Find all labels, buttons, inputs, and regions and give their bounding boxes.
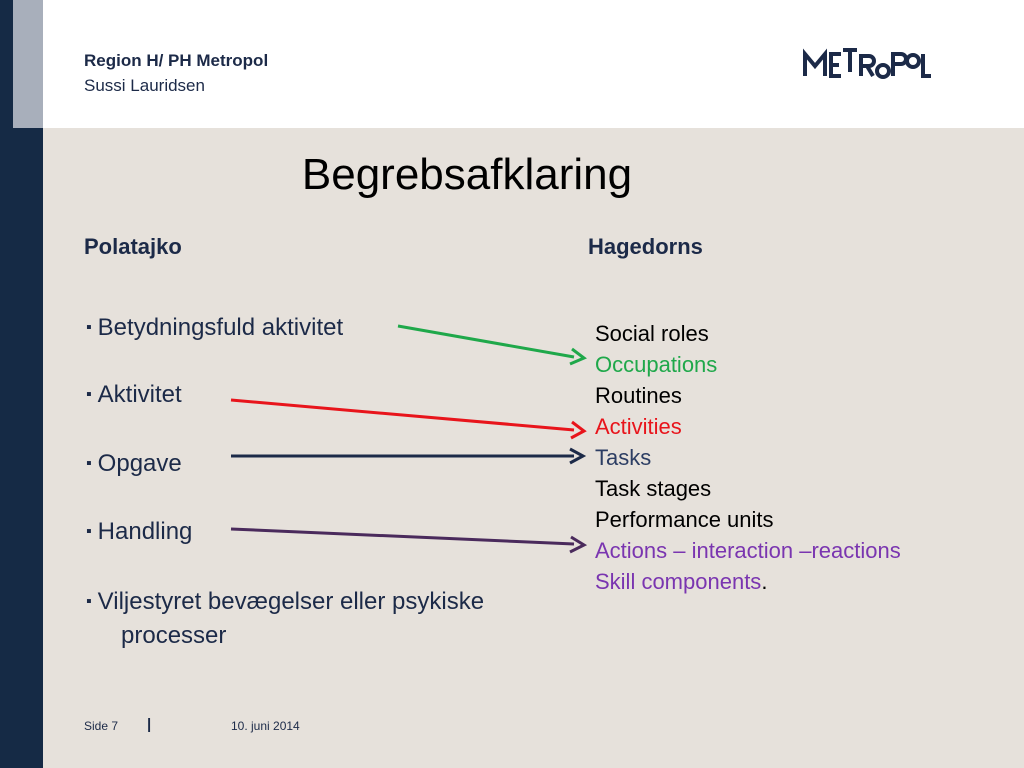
hagedorn-item [595, 349, 901, 380]
list-item-continuation [121, 622, 226, 650]
list-item-label: Viljestyret bevægelser eller psykiske [97, 588, 485, 615]
arrow-handling-to-actions [231, 529, 584, 552]
hagedorn-item-label: Occupations [595, 352, 718, 377]
bullet-icon: ▪ [86, 455, 92, 472]
footer-date: 10. juni 2014 [231, 719, 300, 733]
arrow-aktivitet-to-activities [231, 400, 584, 438]
hagedorn-item-label: Routines [595, 383, 682, 408]
bullet-icon: ▪ [86, 386, 92, 403]
footer-separator: | [147, 716, 152, 733]
page-number: Side 7 [84, 719, 119, 733]
hagedorn-item [595, 473, 901, 504]
list-item [86, 450, 182, 478]
hagedorn-item [595, 380, 901, 411]
list-item-label: Betydningsfuld aktivitet [97, 314, 344, 341]
arrow-opgave-to-tasks [231, 449, 583, 463]
bullet-icon: ▪ [86, 319, 92, 336]
slide-title: Begrebsafklaring [301, 150, 633, 199]
hagedorn-item-label: Social roles [595, 321, 709, 346]
metropol-logo [803, 44, 933, 84]
hagedorn-item-label: Activities [595, 414, 682, 439]
hagedorn-item-label: Task stages [595, 476, 712, 501]
bullet-icon: ▪ [86, 523, 92, 540]
left-column-heading: Polatajko [84, 234, 182, 259]
list-item [86, 518, 192, 546]
list-item-label: Handling [97, 518, 193, 545]
hagedorn-item [595, 442, 901, 473]
hagedorn-item-label: Actions – interaction –reactions [595, 538, 901, 563]
hagedorn-item [595, 318, 901, 349]
hagedorn-item [595, 566, 901, 597]
hagedorn-item-label: Skill components [595, 569, 762, 594]
list-item [86, 314, 343, 342]
list-item-label: processer [121, 622, 227, 649]
hagedorn-item-suffix: . [761, 569, 768, 594]
bullet-icon: ▪ [86, 593, 92, 610]
hagedorn-item-label: Performance units [595, 507, 774, 532]
list-item [86, 381, 182, 409]
hagedorn-list [595, 318, 901, 597]
list-item-label: Aktivitet [97, 381, 182, 408]
left-accent-bar-top [13, 0, 43, 128]
org-name: Region H/ PH Metropol [84, 51, 269, 70]
list-item [86, 588, 484, 616]
list-item-label: Opgave [97, 450, 182, 477]
hagedorn-item-label: Tasks [595, 445, 652, 470]
hagedorn-item [595, 411, 901, 442]
left-accent-bar-edge [0, 0, 13, 128]
right-column-heading: Hagedorns [588, 234, 703, 259]
hagedorn-item [595, 504, 901, 535]
author-name: Sussi Lauridsen [84, 76, 205, 95]
arrow-betydningsfuld-to-occupations [398, 326, 584, 364]
hagedorn-item [595, 535, 901, 566]
